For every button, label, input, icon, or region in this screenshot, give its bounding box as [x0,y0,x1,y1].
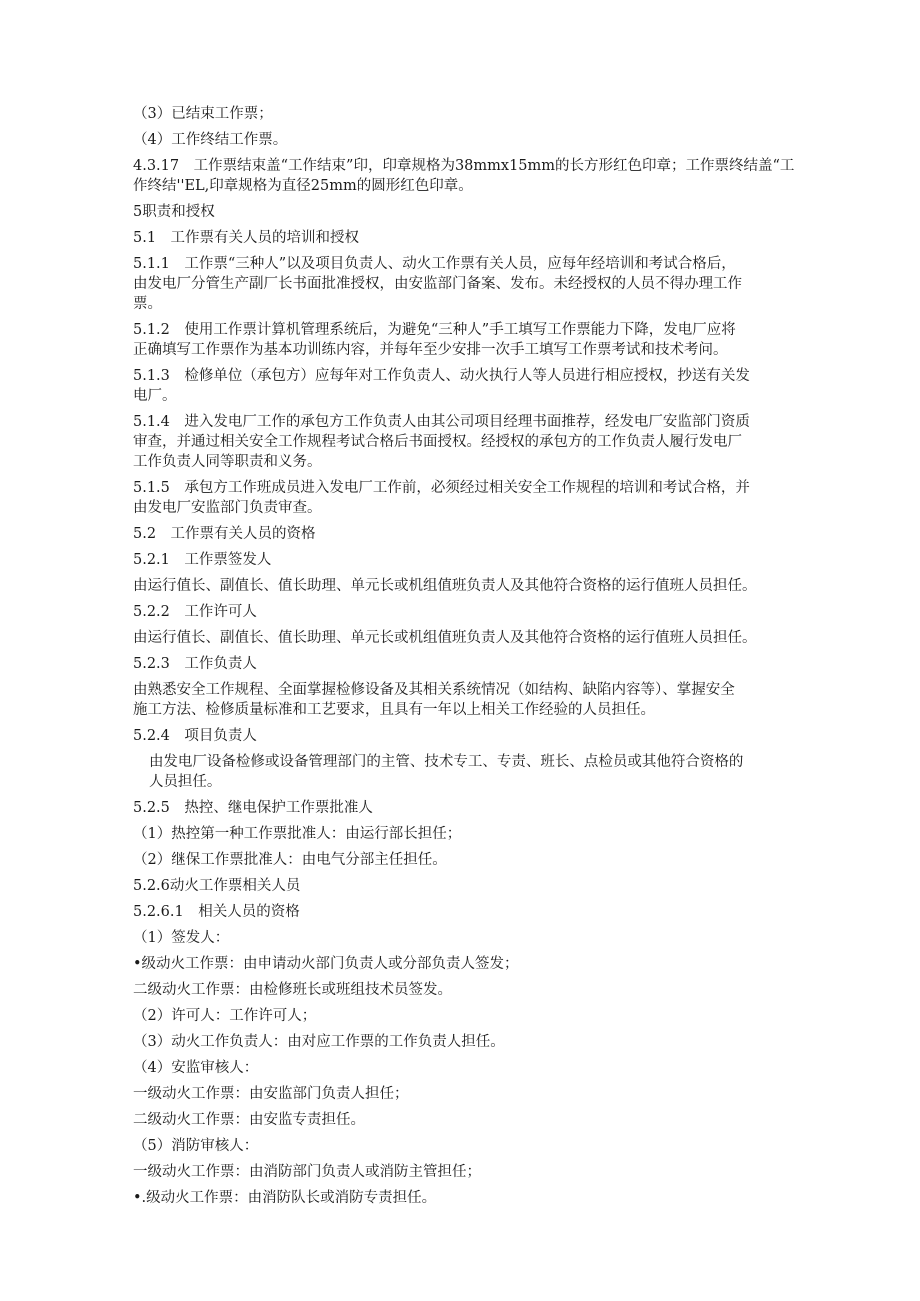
paragraph [133,1058,793,1078]
text-line: 4.3.17 工作票结束盖“工作结束”印，印章规格为38mmx15mm的长方形红色印章；工作票终结盖“工 [133,158,795,174]
paragraph [133,1188,793,1208]
text-line: 二级动火工作票：由检修班长或班组技术员签发。 [133,982,452,998]
paragraph [133,628,793,648]
text-line: 正确填写工作票作为基本功训练内容，并每年至少安排一次手工填写工作票考试和技术考问。 [133,342,728,358]
text-line: （2）许可人：工作许可人； [133,1008,317,1024]
paragraph [133,320,793,360]
paragraph [133,1136,793,1156]
text-line: 5.2.6.1 相关人员的资格 [133,904,300,920]
paragraph [133,366,793,406]
text-line: （5）消防审核人： [133,1138,259,1154]
paragraph [133,1006,793,1026]
text-line: 5.2.3 工作负责人 [133,656,257,672]
text-line: 一级动火工作票：由安监部门负责人担任； [133,1086,409,1102]
text-line: 作终结''EL,印章规格为直径25mm的圆形红色印章。 [133,178,473,194]
text-line: 5.2.6动火工作票相关人员 [133,878,301,894]
paragraph [133,412,793,472]
paragraph [133,980,793,1000]
text-line: •级动火工作票：由申请动火部门负责人或分部负责人签发； [133,956,519,972]
paragraph [133,576,793,596]
text-line: 由熟悉安全工作规程、全面掌握检修设备及其相关系统情况（如结构、缺陷内容等）、掌握安全 [133,682,735,698]
text-line: （4）安监审核人： [133,1060,259,1076]
paragraph [133,156,793,196]
text-line: 5.1.4 进入发电厂工作的承包方工作负责人由其公司项目经理书面推荐，经发电厂安监部门资质 [133,414,750,430]
text-line: 电厂。 [133,388,177,404]
text-line: 5.1.2 使用工作票计算机管理系统后，为避免“三种人”手工填写工作票能力下降，发电厂应将 [133,322,736,338]
text-line: 5.2.2 工作许可人 [133,604,257,620]
paragraph [133,1110,793,1130]
paragraph [133,850,793,870]
text-line: 二级动火工作票：由安监专责担任。 [133,1112,365,1128]
text-line: （3）动火工作负责人：由对应工作票的工作负责人担任。 [133,1034,505,1050]
text-line: （1）签发人： [133,930,230,946]
paragraph [133,824,793,844]
paragraph [133,254,793,314]
paragraph [133,902,793,922]
paragraph [133,202,793,222]
text-line: 5.2.4 项目负责人 [133,728,257,744]
text-line: •.级动火工作票：由消防队长或消防专责担任。 [133,1190,437,1206]
text-line: （2）继保工作票批准人：由电气分部主任担任。 [133,852,447,868]
paragraph [133,1032,793,1052]
text-line: 由发电厂安监部门负责审查。 [133,500,322,516]
paragraph [133,524,793,544]
text-line: 票。 [133,296,162,312]
text-line: 施工方法、检修质量标准和工艺要求，且具有一年以上相关工作经验的人员担任。 [133,702,655,718]
text-line: 5.2 工作票有关人员的资格 [133,526,316,542]
paragraph [133,478,793,518]
text-line: （3）已结束工作票； [133,106,273,122]
paragraph [133,726,793,746]
text-line: 5.1 工作票有关人员的培训和授权 [133,230,360,246]
text-line: 5.1.5 承包方工作班成员进入发电厂工作前，必须经过相关安全工作规程的培训和考试合格，并 [133,480,750,496]
paragraph [133,550,793,570]
text-line: 一级动火工作票：由消防部门负责人或消防主管担任； [133,1164,481,1180]
text-line: 工作负责人同等职责和义务。 [133,454,322,470]
text-line: 人员担任。 [148,774,222,790]
paragraph [133,752,793,792]
paragraph [133,104,793,124]
paragraph [133,798,793,818]
text-line: 5职责和授权 [133,204,215,220]
text-line: 由发电厂分管生产副厂长书面批准授权，由安监部门备案、发布。未经授权的人员不得办理工作 [133,276,742,292]
document-body [133,104,793,1214]
text-line: （4）工作终结工作票。 [133,132,288,148]
paragraph [133,130,793,150]
text-line: 5.2.5 热控、继电保护工作票批准人 [133,800,373,816]
text-line: 审查，并通过相关安全工作规程考试合格后书面授权。经授权的承包方的工作负责人履行发电厂 [133,434,742,450]
paragraph [133,1162,793,1182]
paragraph [133,602,793,622]
text-line: 5.1.3 检修单位（承包方）应每年对工作负责人、动火执行人等人员进行相应授权，抄送有关发 [133,368,750,384]
paragraph [133,680,793,720]
paragraph [133,228,793,248]
text-line: （1）热控第一种工作票批准人：由运行部长担任； [133,826,462,842]
text-line: 5.1.1 工作票“三种人”以及项目负责人、动火工作票有关人员，应每年经培训和考试合格后， [133,256,736,272]
text-line: 由运行值长、副值长、值长助理、单元长或机组值班负责人及其他符合资格的运行值班人员担任。 [133,578,757,594]
text-line: 由发电厂设备检修或设备管理部门的主管、技术专工、专责、班长、点检员或其他符合资格的 [148,754,744,770]
paragraph [133,928,793,948]
paragraph [133,954,793,974]
text-line: 5.2.1 工作票签发人 [133,552,272,568]
paragraph [133,876,793,896]
text-line: 由运行值长、副值长、值长助理、单元长或机组值班负责人及其他符合资格的运行值班人员担任。 [133,630,757,646]
paragraph [133,654,793,674]
paragraph [133,1084,793,1104]
